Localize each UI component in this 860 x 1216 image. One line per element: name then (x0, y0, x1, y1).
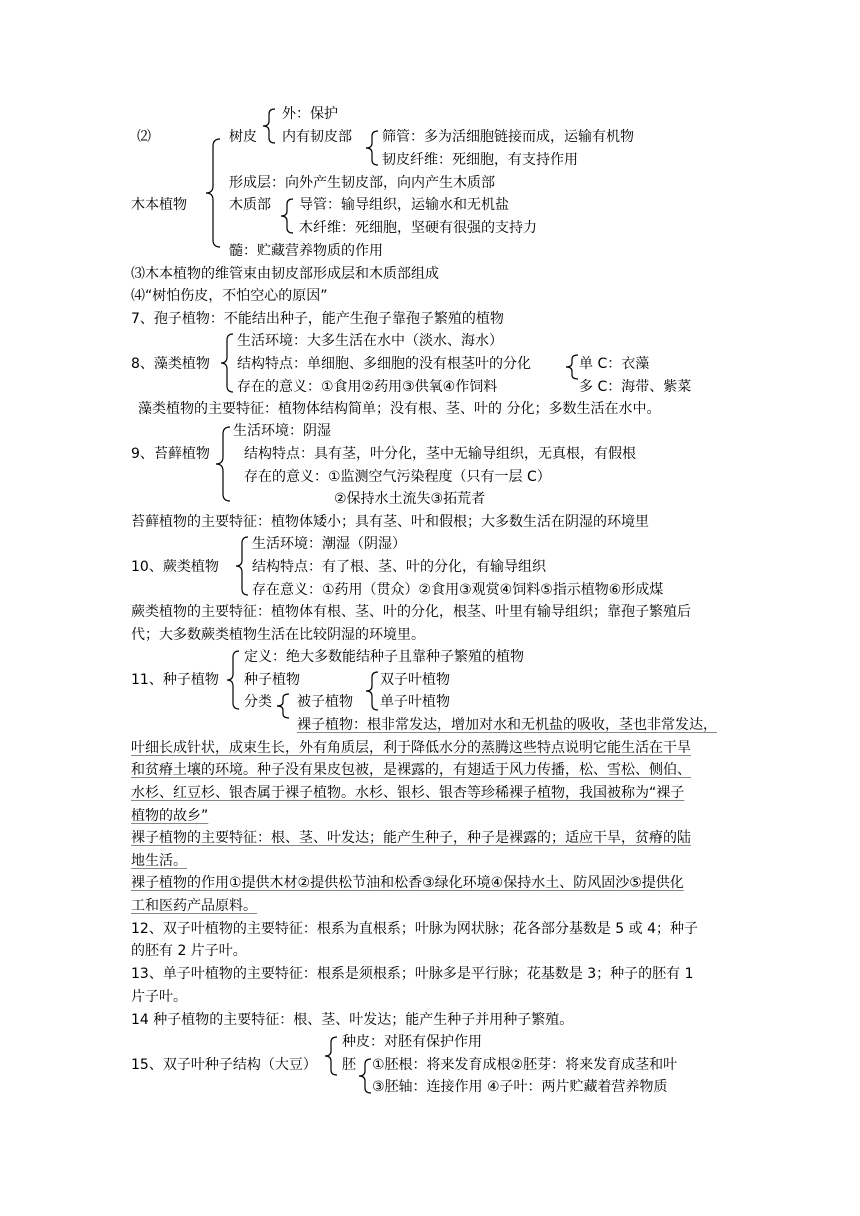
brace-xylem (280, 198, 294, 234)
dicot-label: 双子叶植物 (380, 672, 450, 688)
pith: 髓：贮藏营养物质的作用 (229, 243, 383, 259)
embryo-label: 胚 (342, 1057, 356, 1073)
brace-classification (276, 693, 290, 719)
brace-embryo (358, 1058, 372, 1094)
bark-outer: 外：保护 (282, 106, 338, 122)
seed-coat: 种皮：对胚有保护作用 (342, 1034, 482, 1050)
classification-label: 分类 (244, 694, 272, 710)
algae-multi-cell: 多 C：海带、紫菜 (579, 379, 692, 395)
algae-structure: 结构特点：单细胞、多细胞的没有根茎叶的分化 (237, 356, 531, 372)
bean-heading: 15、双子叶种子结构（大豆） (131, 1057, 317, 1073)
algae-heading: 8、藻类植物 (131, 356, 210, 372)
woody-plant-label: 木本植物 (131, 197, 187, 213)
brace-fern (235, 536, 249, 596)
algae-environment: 生活环境：大多生活在水中（淡水、海水） (237, 333, 503, 349)
brace-algae (220, 333, 234, 393)
gymnosperm-text-1: 叶细长成针状，成束生长，外有角质层，利于降低水分的蒸腾这些特点说明它能生活在干旱 (131, 740, 691, 756)
brace-algae-cells (565, 354, 579, 380)
wood-fiber: 木纤维：死细胞，坚硬有很强的支持力 (299, 220, 537, 236)
embryo-parts-1: ①胚根：将来发育成根②胚芽：将来发育成茎和叶 (372, 1057, 678, 1073)
algae-single-cell: 单 C：衣藻 (579, 356, 650, 372)
gymnosperm-text-2: 和贫瘠土壤的环境。种子没有果皮包被，是裸露的，有翅适于风力传播，松、雪松、侧伯、 (131, 762, 691, 778)
brace-moss (215, 426, 231, 502)
moss-feature: 苔藓植物的主要特征：植物体矮小；具有茎、叶和假根；大多数生活在阴湿的环境里 (131, 514, 649, 530)
paragraph-7: 7、孢子植物：不能结出种子，能产生孢子靠孢子繁殖的植物 (131, 311, 504, 327)
paragraph-13-line-1: 13、单子叶植物的主要特征：根系是须根系；叶脉多是平行脉；花基数是 3；种子的胚有 1 (131, 966, 694, 982)
paragraph-12-line-2: 的胚有 2 片子叶。 (131, 943, 247, 959)
brace-bean (324, 1036, 338, 1076)
gymnosperm-text-4: 植物的故乡” (131, 808, 209, 824)
bark-label: 树皮 (229, 129, 257, 145)
moss-meaning-2: ②保持水土流失③拓荒者 (334, 491, 486, 507)
fern-structure: 结构特点：有了根、茎、叶的分化，有输导组织 (252, 559, 546, 575)
gymnosperm-use-2: 工和医药产品原料。 (131, 898, 257, 914)
moss-heading: 9、苔藓植物 (131, 446, 210, 462)
paragraph-14: 14 种子植物的主要特征：根、茎、叶发达；能产生种子并用种子繁殖。 (131, 1012, 574, 1028)
brace-seed (226, 650, 240, 710)
fern-feature-1: 蕨类植物的主要特征：植物体有根、茎、叶的分化，根茎、叶里有输导组织；靠孢子繁殖后 (131, 604, 691, 620)
gymnosperm-text-3: 水杉、红豆杉、银杏属于裸子植物。水杉、银杉、银杏等珍稀裸子植物，我国被称为“裸子 (131, 785, 685, 801)
brace-bark (262, 108, 276, 144)
brace-woody (205, 138, 221, 248)
sieve-tube: 筛管：多为活细胞链接而成，运输有机物 (382, 129, 634, 145)
gymnosperm-feature-1: 裸子植物的主要特征：根、茎、叶发达；能产生种子，种子是裸露的；适应干旱，贫瘠的陆 (131, 830, 691, 846)
phloem-fiber: 韧皮纤维：死细胞，有支持作用 (382, 152, 578, 168)
monocot-label: 单子叶植物 (380, 694, 450, 710)
paragraph-13-line-2: 片子叶。 (131, 989, 187, 1005)
fern-meaning: 存在意义：①药用（贯众）②食用③观赏④饲料⑤指示植物⑥形成煤 (252, 582, 664, 598)
moss-structure: 结构特点：具有茎，叶分化，茎中无输导组织，无真根，有假根 (244, 446, 636, 462)
xylem-label: 木质部 (229, 197, 271, 213)
embryo-parts-2: ③胚轴：连接作用 ④子叶：两片贮藏着营养物质 (372, 1079, 668, 1095)
paragraph-12-line-1: 12、双子叶植物的主要特征：根系为直根系；叶脉为网状脉；花各部分基数是 5 或 4；种子 (131, 921, 698, 937)
seed-definition: 定义：绝大多数能结种子且靠种子繁殖的植物 (244, 649, 524, 665)
gymnosperm-line: 裸子植物：根非常发达，增加对水和无机盐的吸收，茎也非常发达， (297, 717, 717, 733)
vessel: 导管：输导组织，运输水和无机盐 (299, 197, 509, 213)
moss-meaning-1: 存在的意义：①监测空气污染程度（只有一层 C） (244, 469, 551, 485)
gymnosperm-feature-2: 地生活。 (131, 853, 187, 869)
gymnosperm-use-1: 裸子植物的作用①提供木材②提供松节油和松香③绿化环境④保持水土、防风固沙⑤提供化 (131, 875, 684, 891)
moss-environment: 生活环境：阴湿 (233, 423, 331, 439)
algae-meaning: 存在的意义：①食用②药用③供氧④作饲料 (237, 379, 498, 395)
algae-feature: 藻类植物的主要特征：植物体结构简单；没有根、茎、叶的 分化；多数生活在水中。 (138, 401, 661, 417)
fern-heading: 10、蕨类植物 (131, 559, 219, 575)
fern-feature-2: 代；大多数蕨类植物生活在比较阴湿的环境里。 (131, 627, 425, 643)
paragraph-4: ⑷“树怕伤皮，不怕空心的原因” (131, 288, 328, 304)
seed-plant-label: 种子植物 (244, 672, 300, 688)
paragraph-3: ⑶木本植物的维管束由韧皮部形成层和木质部组成 (131, 266, 439, 282)
cambium: 形成层：向外产生韧皮部，向内产生木质部 (229, 175, 495, 191)
fern-environment: 生活环境：潮湿（阴湿） (252, 536, 406, 552)
seed-heading: 11、种子植物 (131, 672, 219, 688)
bark-inner: 内有韧皮部 (282, 129, 352, 145)
brace-angiosperm (365, 671, 379, 711)
section-number: ⑵ (137, 129, 151, 145)
angiosperm-label: 被子植物 (297, 694, 353, 710)
brace-phloem (365, 130, 379, 166)
